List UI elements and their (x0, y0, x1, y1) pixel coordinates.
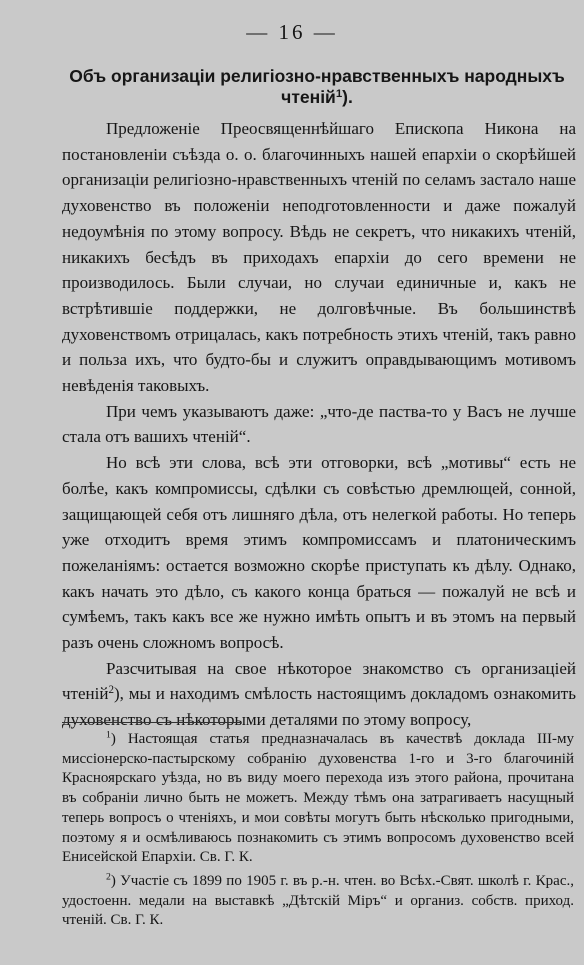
paragraph: Предложеніе Преосвященнѣйшаго Епископа Никона на постановленіи съѣзда о. о. благочинныхъ нашей епархіи о скорѣйшей организаціи религіозно-нравственныхъ чтеній по селамъ застало наше духовенство въ положеніи неподготовленности и даже пожалуй недоумѣнія по этому вопросу. Вѣдь не секретъ, что никакихъ чтеній, никакихъ бесѣдъ въ приходахъ епархіи до сего времени не производилось. Были случаи, но случаи единичные и, какъ не встрѣтившіе поддержки, не долговѣчные. Въ большинствѣ духовенствомъ отрицалась, какъ потребность этихъ чтеній, такъ равно и польза ихъ, что будто-бы и служитъ оправдывающимъ мотивомъ невѣденія таковыхъ. (62, 119, 576, 396)
page-number: — 16 — (246, 20, 338, 44)
article-title (62, 66, 572, 108)
footnote (62, 730, 574, 868)
footnote-mark: 1 (106, 729, 111, 741)
paragraph-text: Разсчитывая на свое нѣкоторое знакомство съ организаціей чтеній (62, 658, 576, 704)
article-body (62, 116, 576, 733)
footnote-text: ) Настоящая статья предназначалась въ качествѣ доклада III-му миссіонерско-пастырскому собранію духовенства 1-го и 3-го благочиній Красноярскаго уѣзда, но въ виду моего перехода изъ этого района, прочитана въ собраніи лично быть не можетъ. Между тѣмъ она затрагиваетъ насущный теперь вопросъ о чтеніяхъ, и мои совѣты могутъ быть нѣсколько пригодными, поэтому я и осмѣливаюсь познакомить съ этимъ вопросомъ духовенство всей Енисейской Епархіи. Св. Г. К. (62, 731, 574, 866)
footnote-divider (62, 722, 240, 723)
footnote-ref: 2 (108, 684, 114, 697)
footnote-text: ) Участіе съ 1899 по 1905 г. въ р.-н. чтен. во Всѣх.-Свят. школѣ г. Крас., удостоенн. медали на выставкѣ „Дѣтскій Міръ“ и организ. собств. приход. чтеній. Св. Г. К. (62, 872, 574, 929)
title-footnote-ref: 1 (335, 87, 343, 100)
title-tail: ). (342, 87, 353, 107)
footnotes (62, 730, 574, 935)
paragraph: При чемъ указываютъ даже: „что-де паства-то у Васъ не лучше стала отъ вашихъ чтеній“. (62, 401, 576, 447)
title-text: Объ организаціи религіозно-нравственныхъ народныхъ чтеній (69, 66, 565, 107)
footnote-mark: 2 (106, 871, 111, 883)
paragraph-text: ), мы и находимъ смѣлость настоящимъ докладомъ ознакомить духовенство съ нѣкоторыми деталями по этому вопросу, (62, 684, 576, 730)
footnote (62, 872, 574, 931)
paragraph: Но всѣ эти слова, всѣ эти отговорки, всѣ „мотивы“ есть не болѣе, какъ компромиссы, сдѣлки съ совѣстью дремлющей, сонной, защищающей себя отъ лишняго дѣла, отъ нелегкой работы. Но теперь уже отходитъ время этимъ компромиссамъ и платоническимъ пожеланіямъ: остается возможно скорѣе приступать къ дѣлу. Однако, какъ начать это дѣло, съ какого конца браться — пожалуй не всѣ и сумѣемъ, такъ какъ все же нужно имѣть опытъ и въ этомъ на первый разъ очень сложномъ вопросѣ. (62, 453, 576, 653)
